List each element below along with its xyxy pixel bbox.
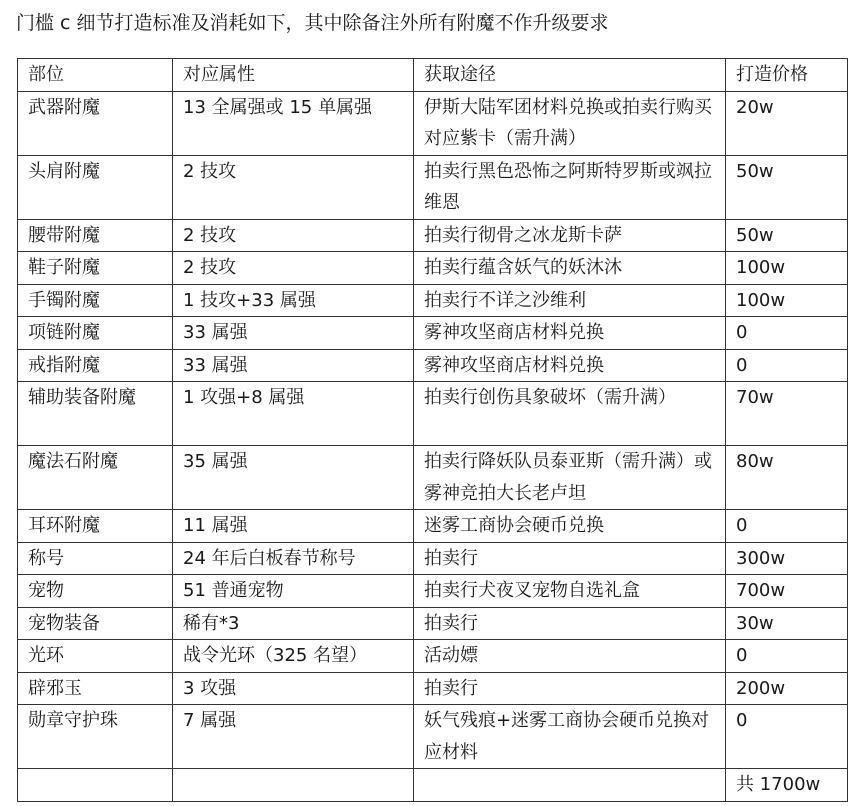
cell-slot: 称号	[18, 542, 173, 575]
cell-source: 活动嫖	[414, 640, 726, 673]
cell-slot: 宠物	[18, 575, 173, 608]
cell-slot: 辟邪玉	[18, 672, 173, 705]
table-row	[18, 607, 848, 640]
cell-source: 雾神攻坚商店材料兑换	[414, 349, 726, 382]
cell-price: 50w	[726, 155, 848, 219]
cell-price: 0	[726, 349, 848, 382]
cell-price: 0	[726, 705, 848, 769]
table-row	[18, 155, 848, 219]
cell-source: 拍卖行	[414, 542, 726, 575]
table-row	[18, 317, 848, 350]
cell-attribute	[173, 769, 414, 802]
table-header-row	[18, 59, 848, 92]
cell-attribute: 2 技攻	[173, 155, 414, 219]
header-attribute: 对应属性	[173, 59, 414, 92]
cell-source: 迷雾工商协会硬币兑换	[414, 510, 726, 543]
cell-slot: 手镯附魔	[18, 284, 173, 317]
cell-slot: 勋章守护珠	[18, 705, 173, 769]
cell-price: 80w	[726, 446, 848, 510]
cell-attribute: 51 普通宠物	[173, 575, 414, 608]
cell-attribute: 33 属强	[173, 349, 414, 382]
enchant-spec-table	[17, 58, 848, 802]
cell-attribute: 24 年后白板春节称号	[173, 542, 414, 575]
cell-slot: 戒指附魔	[18, 349, 173, 382]
cell-slot	[18, 769, 173, 802]
table-row	[18, 575, 848, 608]
cell-attribute: 战令光环（325 名望）	[173, 640, 414, 673]
table-row	[18, 672, 848, 705]
cell-source: 拍卖行彻骨之冰龙斯卡萨	[414, 219, 726, 252]
table-row	[18, 252, 848, 285]
cell-source: 拍卖行	[414, 607, 726, 640]
cell-slot: 武器附魔	[18, 91, 173, 155]
cell-source: 拍卖行蕴含妖气的妖沐沐	[414, 252, 726, 285]
cell-slot: 头肩附魔	[18, 155, 173, 219]
table-row	[18, 349, 848, 382]
cell-slot: 鞋子附魔	[18, 252, 173, 285]
cell-source: 拍卖行	[414, 672, 726, 705]
cell-source: 拍卖行不详之沙维利	[414, 284, 726, 317]
cell-source: 拍卖行犬夜叉宠物自选礼盒	[414, 575, 726, 608]
cell-price: 0	[726, 317, 848, 350]
total-price: 共 1700w	[726, 769, 848, 802]
cell-attribute: 3 攻强	[173, 672, 414, 705]
cell-attribute: 7 属强	[173, 705, 414, 769]
table-row	[18, 382, 848, 446]
cell-attribute: 1 攻强+8 属强	[173, 382, 414, 446]
cell-price: 100w	[726, 252, 848, 285]
cell-price: 0	[726, 640, 848, 673]
cell-price: 700w	[726, 575, 848, 608]
header-source: 获取途径	[414, 59, 726, 92]
header-price: 打造价格	[726, 59, 848, 92]
cell-price: 50w	[726, 219, 848, 252]
table-row	[18, 446, 848, 510]
cell-attribute: 11 属强	[173, 510, 414, 543]
cell-slot: 光环	[18, 640, 173, 673]
cell-attribute: 稀有*3	[173, 607, 414, 640]
cell-price: 70w	[726, 382, 848, 446]
cell-slot: 腰带附魔	[18, 219, 173, 252]
table-row	[18, 542, 848, 575]
cell-slot: 宠物装备	[18, 607, 173, 640]
cell-source: 拍卖行黑色恐怖之阿斯特罗斯或飒拉维恩	[414, 155, 726, 219]
cell-attribute: 2 技攻	[173, 219, 414, 252]
cell-source: 雾神攻坚商店材料兑换	[414, 317, 726, 350]
cell-attribute: 2 技攻	[173, 252, 414, 285]
intro-text: 门槛 c 细节打造标准及消耗如下，其中除备注外所有附魔不作升级要求	[16, 12, 609, 34]
table-row	[18, 705, 848, 769]
cell-slot: 辅助装备附魔	[18, 382, 173, 446]
header-slot: 部位	[18, 59, 173, 92]
cell-source: 妖气残痕+迷雾工商协会硬币兑换对应材料	[414, 705, 726, 769]
cell-attribute: 13 全属强或 15 单属强	[173, 91, 414, 155]
cell-attribute: 33 属强	[173, 317, 414, 350]
cell-price: 30w	[726, 607, 848, 640]
cell-attribute: 1 技攻+33 属强	[173, 284, 414, 317]
cell-source: 伊斯大陆军团材料兑换或拍卖行购买对应紫卡（需升满）	[414, 91, 726, 155]
table-row	[18, 91, 848, 155]
cell-attribute: 35 属强	[173, 446, 414, 510]
table-row	[18, 640, 848, 673]
cell-source	[414, 769, 726, 802]
table-row	[18, 284, 848, 317]
cell-price: 20w	[726, 91, 848, 155]
cell-price: 300w	[726, 542, 848, 575]
table-total-row	[18, 769, 848, 802]
cell-slot: 魔法石附魔	[18, 446, 173, 510]
cell-source: 拍卖行创伤具象破坏（需升满）	[414, 382, 726, 446]
cell-slot: 项链附魔	[18, 317, 173, 350]
cell-price: 0	[726, 510, 848, 543]
cell-price: 100w	[726, 284, 848, 317]
table-row	[18, 219, 848, 252]
table-row	[18, 510, 848, 543]
cell-source: 拍卖行降妖队员泰亚斯（需升满）或雾神竞拍大长老卢坦	[414, 446, 726, 510]
cell-price: 200w	[726, 672, 848, 705]
cell-slot: 耳环附魔	[18, 510, 173, 543]
